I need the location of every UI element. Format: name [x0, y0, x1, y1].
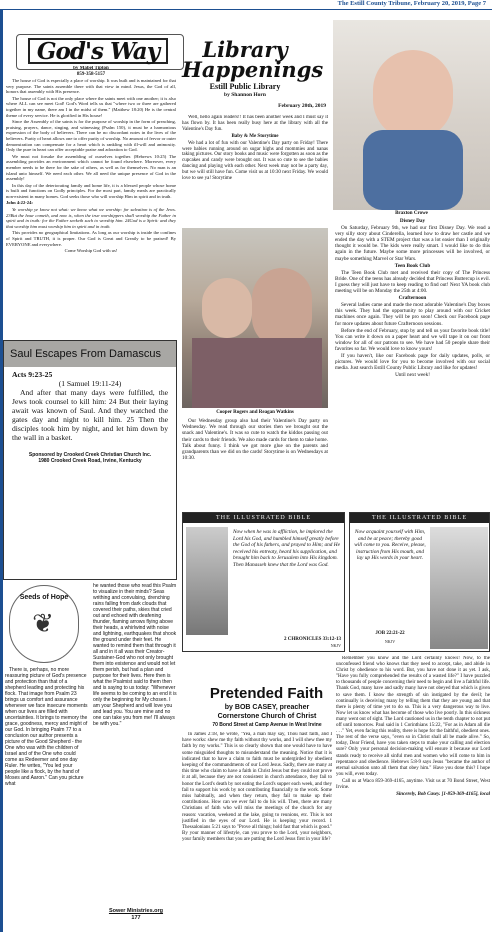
library-subtitle: Estill Public Library: [209, 82, 281, 91]
library-title-line1: Library: [202, 37, 288, 62]
gods-way-scripture: Ye worship ye know not what: we know what we worship: for salvation is of the Jews. 23But the hour cometh, and now is, when the true worshippers shall worship the Father in spirit and in truth: for the Father seeketh such to worship him. 24God is a Spirit: and they that worship him must worship him in spirit and in truth.: [6, 207, 176, 229]
pretended-faith-title: Pretended Faith: [209, 685, 324, 702]
disney-heading: Disney Day: [399, 218, 426, 224]
pf-church: Cornerstone Church of Christ: [217, 713, 317, 720]
library-title: [182, 37, 324, 82]
seeds-number: 177: [131, 915, 141, 921]
seeds-title: Seeds of Hope: [19, 594, 69, 601]
photo-braxton: [333, 20, 490, 210]
ill-bible-1-text: Now when he was in affliction, he implored the Lord his God, and humbled himself greatly before the God of his fathers, and prayed to Him; and He received his entreaty, heard his supplication, and brought him back to Jerusalem into His kingdom. Then Manasseh knew that the Lord was God.: [233, 529, 340, 568]
crafternoon-heading: Crafternoon: [398, 295, 427, 302]
saul-box: [3, 340, 177, 580]
ill-bible-2-ver: NKJV: [384, 639, 396, 644]
library-left-text: [182, 115, 328, 225]
gods-way-title: God's Way: [28, 38, 168, 64]
library-para: If you haven't, like our Facebook page for daily updates, polls, or pictures. We would love for you to become involved with our social media. Just search Estill County Public Library and like for updates!: [335, 352, 490, 372]
ill-bible-2-ref: JOB 22:21-22: [375, 631, 405, 636]
gods-way-para: The house of God is not the only place where the saints meet with one another; it is also where ALL can see meet God! God's Word tells us that "where two or three are gathered together in my name, there am I in the midst of them." (Matthew 18:20) He is the central theme of every service. He is glorified in His house!: [6, 95, 176, 118]
gods-way-author: by Mabel Tipton: [73, 66, 109, 71]
saul-body-text: And after that many days were fulfilled, the Jews took counsel to kill him: 24 But their laying await was known of Saul. And they watched the gates day and night to kill him. 25 Then the disciples took him by night, and let him down by the wall in a basket.: [12, 388, 168, 442]
teen-heading: Teen Book Club: [394, 262, 431, 269]
gods-way-para: Since the Assembly of the saints is for the purpose of worship in the form of preaching, praising, prayers, dance, singing, and witnessing (Psalm 150), it must be a harmonious expression of the body of believers. There can be no discordant notes in the lives of the believers. Purity of heart allows one to offer purity of worship. No amount of fervor or outer demonstration can compensate for a heart which is rankling with ill-will and animosity. Only the pure in heart can offer acceptable praise and adoration to God.: [6, 119, 176, 153]
gods-way-phone: 859-358-5157: [76, 72, 106, 77]
library-date: February 20th, 2019: [278, 103, 326, 109]
library-wednesday-text: [182, 418, 328, 506]
library-para: Several ladies came and made the most adorable Valentine's Day boxes this week. They had the opportunity to play around with our Cricket machines once again. They will be pro soon! Check our Facebook page for more updates about future Crafternoon sessions.: [335, 302, 490, 327]
saul-ref2: (1 Samuel 19:11-24): [58, 379, 122, 388]
baby-me-heading: Baby & Me Storytime: [231, 133, 279, 139]
pf-by: by BOB CASEY, preacher: [224, 704, 310, 711]
library-title-line2: Happenings: [182, 57, 324, 82]
library-para: The Teen Book Club met and received their copy of The Princess Bride. One of the teens has already decided that Princess Buttercup is evil. I guess they will just have to keep reading to find out! Next YA book club meeting will be on Monday the 25th at 4:00.: [335, 269, 490, 295]
gods-way-closing: Come Worship God with us!: [64, 248, 118, 254]
illustrated-bible-1: [182, 512, 345, 652]
header-text: The Estill County Tribune, February 20, 2019, Page 7: [337, 0, 486, 7]
gods-way-para: In this day of the deteriorating family and home life, it is a blessed people whose home is built and functions on Godly principles. For the most part, family meals are practically non-existent in many homes. God seeks those who will worship Him in spirit and in truth.: [6, 182, 176, 199]
library-para: We had a lot of fun with our Valentine's Day party on Friday! There were babies running around on sugar highs and mommies and nanas taking pictures. Our story books and music were forgotten as soon as the cupcakes and candy were brought out. It was so cute to see the babies dancing and playing with each other. Next week may not be a party day, but we will still have fun. Come visit us at 10:30 next Friday. We would love to see ya! Storytime: [182, 140, 328, 182]
library-end: Until next week!: [395, 372, 430, 379]
sprout-icon: ❦: [32, 609, 54, 638]
gods-way-para: The house of God is especially a place of worship. It was built and is maintained for that very purpose. The saints assemble there with that view in mind. Jesus, the God of all, honors that assembly with His presence.: [6, 78, 176, 95]
seeds-site[interactable]: Sower Ministries.org: [108, 908, 164, 914]
pf-right-text: Remember you know and the Lord certainly knows! Now, to the unconfessed friend who knows that they need to accept, take, and abide in Christ by obedience to his word. But, you have not done it as yet. I ask, "Have you fully comprehended the results of a wasted life?" I have puzzled to thousands of people concerning their need to begin and live a faithful life. Thank God, many have and sadly many have not obeyed that which is given to save them. I know the strength of sin instigated by the devil; he continually is deceiving many by telling them that they are young and that there is plenty of time yet to do so. This is a very dangerous way to live. Now let us know what has become of those who live poorly. In this sickness many went out of sight. The Lord cautioned us in the tenth chapter to not put off until tomorrow. Paul said in 1 Corinthians 15:22, "For as in Adam all die . . ." Yet, even facing this reality, there is hope for the faithful, obedient ones. The rest of the verse says, "even so in Christ shall all be made alive." So, today, Dear Friend, have you taken steps to make your calling and election sure? Only your personal decision-making will ensure it because our Lord stands ready to receive all sinful men and women who will come to him in repentance and obedience. Hebrews 5:8-9 says Jesus "became the author of eternal salvation unto all them that obey him." Have you done this? I hope you will, even today.: [336, 656, 490, 777]
pf-addr: 70 Bond Street at Camp Avenue in West Irvine: [212, 722, 322, 728]
seeds-right-column: he wanted those who read this Psalm to visualize in their minds? Seas writhing and convulsing, drenching rains falling from dark clouds that covered their paths, skies that cried out and echoed with deafening thunder, flaming arrows flying above their heads, a whirlwind with noise and lightning, earthquakes that shook the ground under their feet. He wanted to remind them that through it all and in it all was their Creator-Sustainer-God who not only brought them into existence and would not let them perish, but had a plan and purpose for their lives. Here then is what the Psalmist said to them then and is saying to us today: "Whenever life seems to be coming to an end it is only the beginning for My chosen. I am your Shepherd and will love you and lead you. You are mine and no one can take you from me! I'll always be with you.": [93, 583, 177, 727]
photo1-caption: Cooper Rogers and Reagan Watkins: [216, 410, 294, 415]
gods-way-para: We must not forsake the assembling of ourselves together. (Hebrews 10:25) The assembling provides an environment which cannot be found elsewhere. Moreover, every member needs to be there for the sake of others, as well as for themselves. No man is an island unto himself. We need each other. We all need the unique presence of God in the assembly!: [6, 153, 176, 182]
page-header: [0, 0, 492, 10]
saul-sponsor: Sponsored by Crooked Creek Christian Church Inc.: [28, 452, 152, 458]
ill-bible-2-text: Now acquaint yourself with Him, and be at peace; thereby good will come to you. Receive, please, instruction from His mouth, and lay up His words in your heart.: [354, 529, 426, 562]
gods-way-para: This provides no geographical limitations. As long as our worship is inside the confines of Spirit and TRUTH, it is proper. Our God is Great and Greatly to be praised! By EVERYONE and everywhere.: [6, 230, 176, 247]
library-right-column: [335, 218, 490, 508]
library-para: Well, hello again readers!! It has been another week and I must say it has flown by. It has been really busy here at the library with all the Valentine's Day fun.: [182, 115, 328, 132]
library-para: On Saturday, February 9th, we had our first Disney Day. We read a very silly story about Cinderella, learned how to draw her castle and we ended the day with a STEM project that was a lot easier than I originally thought it would be. The kids were really smart. I would like to do this again in the future. Maybe some more princesses will be involved, or maybe something Marvel or Star Wars.: [335, 225, 490, 262]
gods-way-column: [6, 66, 176, 338]
gods-way-scripture-ref: John 4:22-24:: [6, 200, 33, 206]
library-para: Our Wednesday group also had their Valentine's Day party on Wednesday. We read through our stories then we brought out the snack and Valentine's. It was so cute to watch the kiddos passing out their cards to their friends. We also made cards for them to take home. Talk about funny. I think we got more glue on the parents and grandparents than we did on the cards! Storytime is on Wednesdays at 10:30.: [182, 418, 328, 462]
seeds-of-hope: [5, 583, 177, 923]
pf-right-column: [336, 656, 490, 928]
saul-title: Saul Escapes From Damascus: [4, 341, 176, 367]
ill-bible-1-image: [186, 527, 228, 635]
pf-left-column: In James 2:18, he wrote, "Yea, a man may say, Thou hast faith, and I have works: shew me thy faith without thy works, and I will shew thee my faith by my works." This is so clearly shown that one would have to have some misguided thoughts to misunderstand the meaning. Notice that it is indicated that to have a claim to faith must be undergirded by obedient keeping of the commandments of our Lord Jesus. Sadly, there are many at this time who claim to have a faith in Christ Jesus but they could not prove it at all, because they are not consistent in church attendance, they fail to honor the Lord's death by not eating the Lord's supper each week, and they fail to support his work by not contributing financially to the work. Some miss habitually, and when they return, they fail to make up their contributions. How can we ever fail to do his will. Then, there are many Christians of faith who will miss the meetings of the church for any reason: vacation, weekend at the lake, going to reunions, etc. This is not justified in the eyes of our Lord. He is keeping your record. 1 Thessalonians 5:21 says to "Prove all things; hold fast that which is good." By your manner of lifestyle, can you prove to the Lord, your neighbors, your family members that you are putting the Lord Jesus first in your life?: [182, 732, 332, 843]
ill-bible-2-image: [430, 527, 488, 649]
saul-address: 1980 Crooked Creek Road, Irvine, Kentucky: [38, 458, 142, 464]
seeds-left-column: There is, perhaps, no more reassuring picture of God's presence and protection than that of a shepherd leading and protecting his flock. That image from Psalm 23 brings us comfort and assurance whenever we face insecure moments when our lives are filled with uncertainties. It brings to memory the grace, goodness, mercy and might of our God. In bringing Psalm 77 to a conclusion our author presents a picture of the Good Shepherd - the One who was with the children of Israel and of the One who could come as Redeemer and one day Ruler. He writes, "You led your people like a flock, by the hand of Moses and Aaron." Can you picture what: [5, 667, 88, 787]
pf-sign: Sincerely, Bob Casey. [1-859-369-4165], local: [396, 792, 490, 798]
library-author: by Shannon Horn: [224, 92, 266, 98]
ill-bible-2-bar: THE ILLUSTRATED BIBLE: [350, 513, 489, 523]
pf-call: Call us at Waco 859-369-4165, anytime. Visit us at 70 Bond Street, West Irvine.: [336, 778, 490, 790]
saul-ref: Acts 9:23-25: [12, 370, 53, 379]
ill-bible-1-ver: NKJV: [330, 643, 341, 648]
photo-cooper-reagan: [182, 228, 328, 408]
ill-bible-1-ref: 2 CHRONICLES 33:12-13: [284, 637, 341, 642]
illustrated-bible-2: [349, 512, 490, 652]
ill-bible-1-bar: THE ILLUSTRATED BIBLE: [183, 513, 344, 523]
library-para: Before the end of February, stop by and tell us your favorite book title! You can write it down on a paper heart and we will tape it on our front window for all of our patrons to see. We have had 50 people share their favorites so far. We would love to know yours!: [335, 327, 490, 352]
photo2-caption: Braxton Crowe: [395, 211, 428, 216]
